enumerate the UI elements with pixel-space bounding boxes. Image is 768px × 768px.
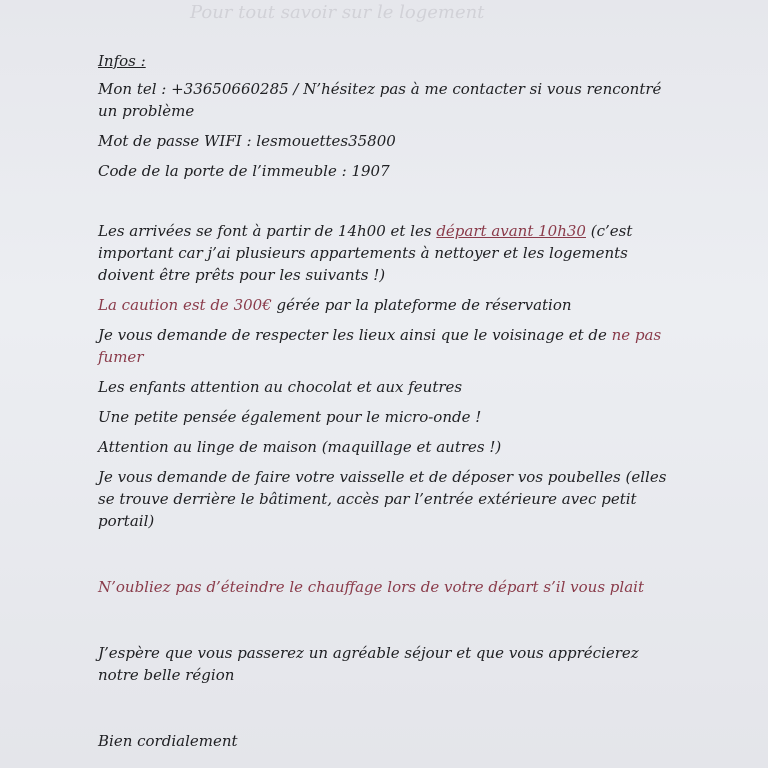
arrivals-line-3: doivent être prêts pour les suivants !) [98, 266, 386, 284]
info-sheet [98, 50, 728, 752]
respect-text: Je vous demande de respecter les lieux ainsi que le voisinage et de [98, 326, 612, 344]
deposit-highlight: La caution est de 300€ [98, 296, 272, 314]
no-smoking-highlight: ne pas [611, 326, 662, 344]
arrivals-line-1 [98, 220, 728, 242]
deposit-line [98, 294, 728, 316]
microwave-line: Une petite pensée également pour le micro-onde ! [98, 408, 482, 426]
closing-line: Bien cordialement [98, 732, 238, 750]
dishes-line-3: portail) [98, 512, 155, 530]
wifi-password: Mot de passe WIFI : lesmouettes35800 [98, 132, 396, 150]
arrivals-text-end: (c’est [585, 222, 633, 240]
children-line: Les enfants attention au chocolat et aux feutres [98, 378, 463, 396]
dishes-line-2: se trouve derrière le bâtiment, accès par l’entrée extérieure avec petit [98, 490, 637, 508]
respect-line-2: fumer [98, 348, 144, 366]
door-code: Code de la porte de l’immeuble : 1907 [98, 162, 390, 180]
phone-line-2: un problème [98, 102, 195, 120]
arrivals-text: Les arrivées se font à partir de 14h00 et les [98, 222, 437, 240]
heating-reminder: N’oubliez pas d’éteindre le chauffage lors de votre départ s’il vous plait [98, 578, 644, 596]
wishes-line-2: notre belle région [98, 666, 235, 684]
wishes-line-1: J’espère que vous passerez un agréable séjour et que vous apprécierez [98, 644, 639, 662]
respect-line-1 [98, 324, 728, 346]
section-title: Infos : [98, 52, 146, 70]
dishes-line-1: Je vous demande de faire votre vaisselle et de déposer vos poubelles (elles [98, 468, 667, 486]
arrivals-line-2: important car j’ai plusieurs appartements à nettoyer et les logements [98, 244, 628, 262]
deposit-rest: gérée par la plateforme de réservation [271, 296, 572, 314]
bleed-through-heading: Pour tout savoir sur le logement [190, 2, 485, 23]
phone-line-1: Mon tel : +33650660285 / N’hésitez pas à me contacter si vous rencontré [98, 80, 662, 98]
departure-time-highlight: départ avant 10h30 [436, 222, 586, 240]
linen-line: Attention au linge de maison (maquillage et autres !) [98, 438, 502, 456]
